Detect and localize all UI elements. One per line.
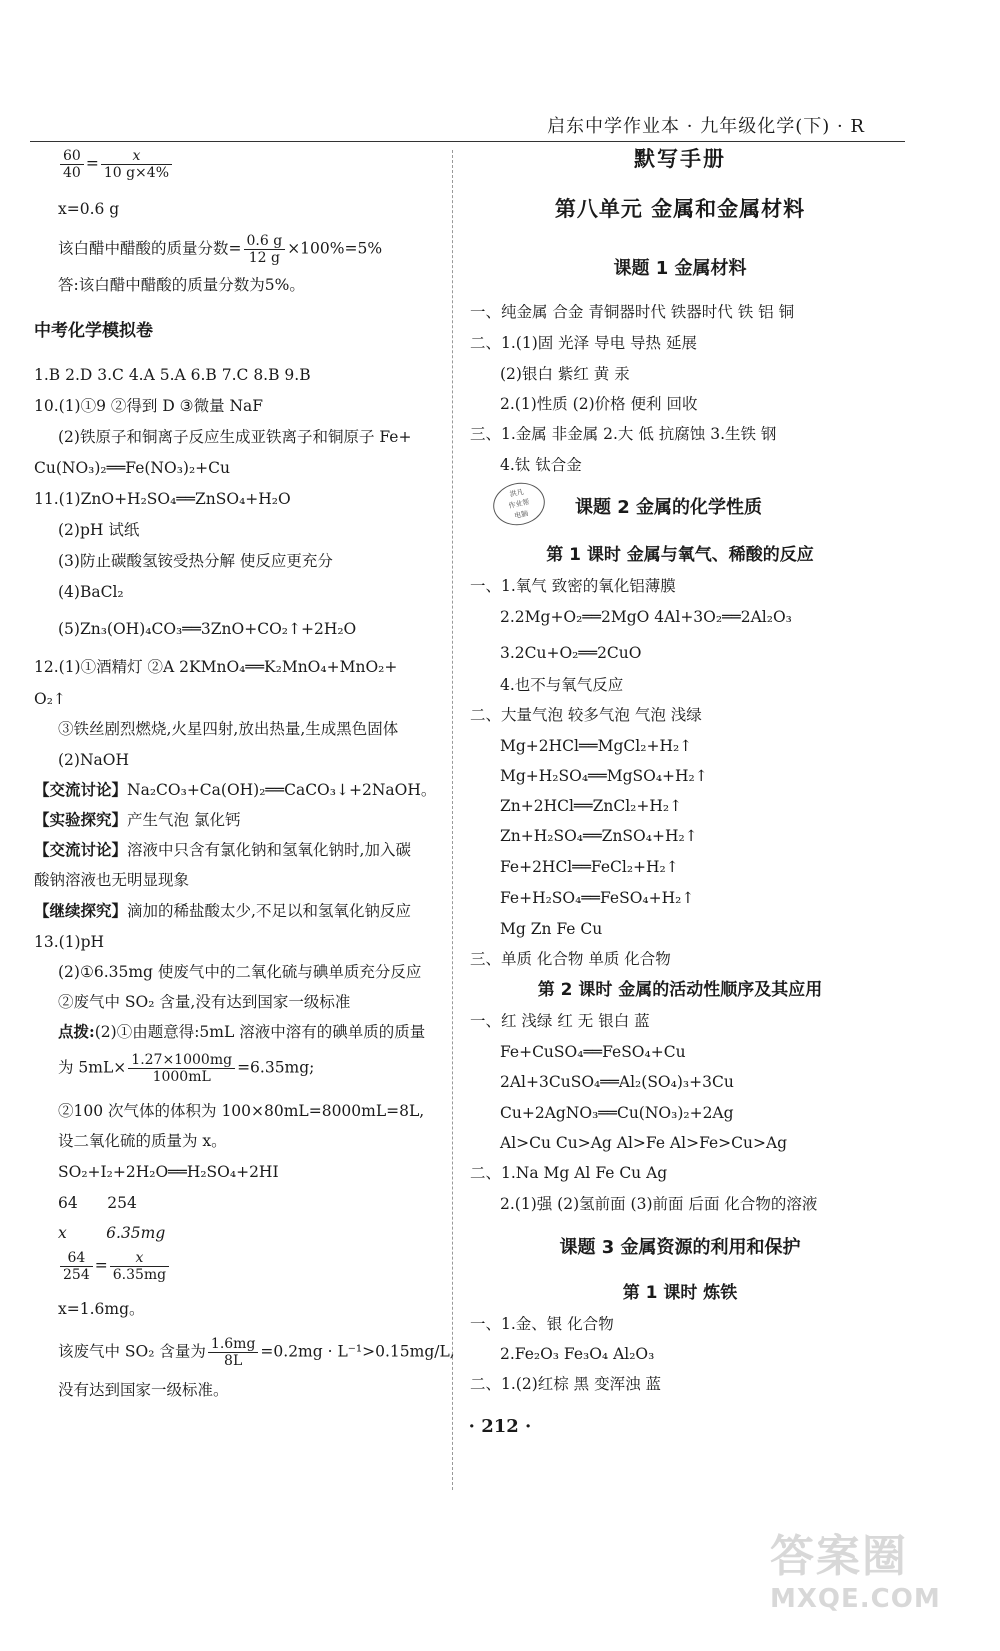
fraction-equation-2: $\frac{64}{254}$ = $\frac{x}{6.35mg}$ [58, 1250, 171, 1283]
text-line: (3)防止碳酸氢铵受热分解 使反应更充分 [58, 552, 333, 570]
text-line: 10.(1)①9 ②得到 D ③微量 NaF [34, 397, 264, 415]
text-line: 【实验探究】产生气泡 氯化钙 [34, 810, 241, 829]
running-header: 启东中学作业本 · 九年级化学(下) · R [30, 112, 905, 142]
text-line: (2)铁原子和铜离子反应生成亚铁离子和铜原子 Fe+ [58, 428, 412, 446]
answer-line: 答:该白醋中醋酸的质量分数为5%。 [58, 276, 305, 294]
lesson-title: 课题 1 金属材料 [613, 258, 747, 279]
equation: Mg+H₂SO₄══MgSO₄+H₂↑ [500, 767, 708, 785]
text-line: Mg Zn Fe Cu [500, 920, 603, 938]
text-line: ③铁丝剧烈燃烧,火星四射,放出热量,生成黑色固体 [58, 720, 399, 738]
text-line: 2.(1)强 (2)氢前面 (3)前面 后面 化合物的溶液 [500, 1195, 818, 1213]
stamp: 洪凡 作业帮 电脑 [489, 478, 549, 530]
text-line: 一、纯金属 合金 青铜器时代 铁器时代 铁 铝 铜 [470, 303, 795, 321]
text-line: 2.Fe₂O₃ Fe₃O₄ Al₂O₃ [500, 1345, 655, 1363]
text-line: 二、大量气泡 较多气泡 气泡 浅绿 [470, 706, 702, 724]
text-line: Al>Cu Cu>Ag Al>Fe Al>Fe>Cu>Ag [500, 1134, 788, 1152]
text-line: (2)pH 试纸 [58, 521, 140, 539]
page-number: · 212 · [468, 1416, 532, 1437]
text-line: 一、红 浅绿 红 无 银白 蓝 [470, 1012, 650, 1030]
period-title: 第 2 课时 金属的活动性顺序及其应用 [537, 980, 823, 1000]
text-line: 【继续探究】滴加的稀盐酸太少,不足以和氢氧化钠反应 [34, 901, 411, 920]
text-line: (4)BaCl₂ [58, 583, 124, 601]
fraction-line: 该废气中 SO₂ 含量为 $\frac{1.6mg}{8L}$ =0.2mg · L⁻¹>0.15mg/L, [58, 1336, 455, 1370]
fraction-equation-1: $\frac{60}{40}$ = $\frac{x}{10 g\times 4\%}$ [58, 148, 174, 181]
text-line: 2.2Mg+O₂══2MgO 4Al+3O₂══2Al₂O₃ [500, 608, 792, 626]
text-line: 一、1.金、银 化合物 [470, 1315, 614, 1333]
text-line: O₂↑ [34, 690, 66, 708]
x-result: x=0.6 g [58, 200, 120, 218]
text-line: 12.(1)①酒精灯 ②A 2KMnO₄══K₂MnO₄+MnO₂+ [34, 658, 398, 676]
equation: Cu+2AgNO₃══Cu(NO₃)₂+2Ag [500, 1104, 734, 1122]
text-line: Cu(NO₃)₂══Fe(NO₃)₂+Cu [34, 459, 230, 477]
text-line: 三、1.金属 非金属 2.大 低 抗腐蚀 3.生铁 钢 [470, 425, 777, 443]
book-title: 默写手册 [634, 146, 726, 171]
equation: Zn+2HCl══ZnCl₂+H₂↑ [500, 797, 683, 815]
text-line: 设二氧化硫的质量为 x。 [58, 1132, 227, 1150]
period-title: 第 1 课时 炼铁 [622, 1283, 738, 1303]
text-line: 3.2Cu+O₂══2CuO [500, 644, 642, 662]
text-line: ②废气中 SO₂ 含量,没有达到国家一级标准 [58, 993, 351, 1011]
text-line: x=1.6mg。 [58, 1300, 145, 1318]
section-title: 中考化学模拟卷 [34, 321, 153, 341]
text-line: 【交流讨论】溶液中只含有氯化钠和氢氧化钠时,加入碳 [34, 840, 411, 859]
unit-title: 第八单元 金属和金属材料 [554, 197, 806, 221]
equation: Fe+H₂SO₄══FeSO₄+H₂↑ [500, 889, 695, 907]
text-line: 2.(1)性质 (2)价格 便利 回收 [500, 395, 698, 413]
text-line: (2)①6.35mg 使废气中的二氧化硫与碘单质充分反应 [58, 963, 422, 981]
equation: Fe+CuSO₄══FeSO₄+Cu [500, 1043, 686, 1061]
equation: Mg+2HCl══MgCl₂+H₂↑ [500, 737, 693, 755]
text-line: 1.B 2.D 3.C 4.A 5.A 6.B 7.C 8.B 9.B [34, 366, 311, 384]
text-line: ②100 次气体的体积为 100×80mL=8000mL=8L, [58, 1102, 425, 1120]
text-line: SO₂+I₂+2H₂O══H₂SO₄+2HI [58, 1163, 279, 1181]
text-line: 【交流讨论】Na₂CO₃+Ca(OH)₂══CaCO₃↓+2NaOH。 [34, 780, 437, 799]
text-line: 二、1.(2)红棕 黑 变浑浊 蓝 [470, 1375, 662, 1393]
text-line: 64 254 [58, 1194, 137, 1212]
text-line: 11.(1)ZnO+H₂SO₄══ZnSO₄+H₂O [34, 490, 291, 508]
text-line: (5)Zn₃(OH)₄CO₃══3ZnO+CO₂↑+2H₂O [58, 620, 357, 638]
text-line: 点拨:(2)①由题意得:5mL 溶液中溶有的碘单质的质量 [58, 1022, 426, 1041]
text-line: 4.也不与氧气反应 [500, 676, 624, 694]
text-line: x 6.35mg [58, 1224, 166, 1242]
equation: 2Al+3CuSO₄══Al₂(SO₄)₃+3Cu [500, 1073, 734, 1091]
text-line: 三、单质 化合物 单质 化合物 [470, 950, 671, 968]
mass-fraction-line: 该白醋中醋酸的质量分数= $\frac{0.6 g}{12 g}$ ×100%=5% [58, 233, 383, 267]
fraction-line: 为 5mL× $\frac{1.27\times 1000mg}{1000mL}$ =6.35mg; [58, 1052, 315, 1086]
text-line: 二、1.(1)固 光泽 导电 导热 延展 [470, 334, 697, 352]
text-line: (2)银白 紫红 黄 汞 [500, 365, 630, 383]
text-line: (2)NaOH [58, 751, 129, 769]
text-line: 酸钠溶液也无明显现象 [34, 871, 190, 889]
text-line: 没有达到国家一级标准。 [58, 1381, 229, 1399]
equation: Fe+2HCl══FeCl₂+H₂↑ [500, 858, 679, 876]
lesson-title: 课题 3 金属资源的利用和保护 [559, 1237, 801, 1258]
equation: Zn+H₂SO₄══ZnSO₄+H₂↑ [500, 827, 698, 845]
text-line: 一、1.氧气 致密的氧化铝薄膜 [470, 577, 676, 595]
period-title: 第 1 课时 金属与氧气、稀酸的反应 [546, 545, 814, 565]
text-line: 4.钛 钛合金 [500, 456, 582, 474]
text-line: 13.(1)pH [34, 933, 105, 951]
lesson-title: 课题 2 金属的化学性质 [575, 497, 763, 518]
watermark: 答案圈 MXQE.COM [770, 1531, 941, 1614]
column-divider [452, 150, 453, 1490]
text-line: 二、1.Na Mg Al Fe Cu Ag [470, 1164, 668, 1182]
